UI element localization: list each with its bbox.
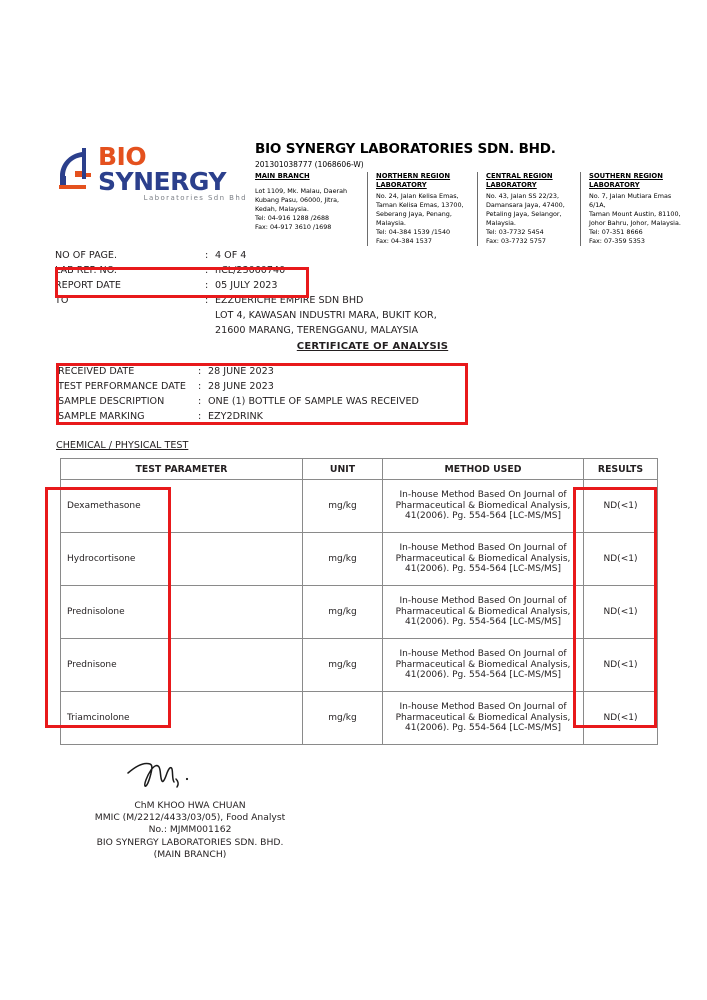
document-header <box>55 141 681 246</box>
certificate-title-text: CERTIFICATE OF ANALYSIS <box>296 341 449 352</box>
colon: : <box>205 295 209 306</box>
cell-unit: mg/kg <box>303 586 383 639</box>
signatory-name: ChM KHOO HWA CHUAN <box>134 800 246 811</box>
meta-row-to <box>55 293 575 308</box>
to-value-line1: EZZUERICHE EMPIRE SDN BHD <box>215 295 364 306</box>
colon: : <box>205 250 209 261</box>
branch-southern <box>580 172 695 247</box>
colon: : <box>198 396 202 407</box>
colon: : <box>205 265 209 276</box>
meta-row-report-date <box>55 278 575 293</box>
company-logo <box>55 142 251 202</box>
logo-word-synergy: SYNERGY <box>98 167 226 196</box>
colon: : <box>198 411 202 422</box>
table-row <box>61 692 658 745</box>
address-line: Fax: 03-7732 5757 <box>486 237 546 246</box>
address-line: Tel: 03-7732 5454 <box>486 228 544 237</box>
lab-ref-value: nCL/23060740 <box>215 265 286 276</box>
address-line: Tel: 04-916 1288 /2688 <box>255 213 330 222</box>
address-line: Taman Mount Austin, 81100, <box>589 210 681 219</box>
cell-parameter: Prednisone <box>61 639 303 692</box>
address-line: Tel: 07-351 8666 <box>589 228 643 237</box>
cell-unit: mg/kg <box>303 480 383 533</box>
cell-unit: mg/kg <box>303 639 383 692</box>
branch-main-title: MAIN BRANCH <box>255 171 310 180</box>
table-row <box>61 639 658 692</box>
received-date-label: RECEIVED DATE <box>58 366 135 377</box>
cell-parameter: Hydrocortisone <box>61 533 303 586</box>
signatory-number: No.: MJMM001162 <box>148 824 232 836</box>
table-row <box>61 480 658 533</box>
column-header-unit: UNIT <box>303 459 383 480</box>
sample-meta <box>58 364 488 424</box>
test-performance-date-label: TEST PERFORMANCE DATE <box>58 381 186 392</box>
cell-parameter: Dexamethasone <box>61 480 303 533</box>
address-line: No. 24, Jalan Kelisa Emas, <box>376 191 459 200</box>
sample-description-value: ONE (1) BOTTLE OF SAMPLE WAS RECEIVED <box>208 396 419 407</box>
branch-northern-title: NORTHERN REGION LABORATORY <box>376 171 451 189</box>
cell-method: In-house Method Based On Journal of Pharmaceutical & Biomedical Analysis, 41(2006). Pg. 554-564 [LC-MS/MS] <box>383 639 584 692</box>
signatory-company: BIO SYNERGY LABORATORIES SDN. BHD. <box>96 836 284 848</box>
sample-marking-value: EZY2DRINK <box>208 411 263 422</box>
company-info <box>251 142 695 246</box>
company-name: BIO SYNERGY LABORATORIES SDN. BHD. <box>255 141 556 157</box>
column-header-method-used: METHOD USED <box>383 459 584 480</box>
branch-address-row <box>255 172 695 247</box>
colon: : <box>198 381 202 392</box>
address-line: Kubang Pasu, 06000, Jitra, <box>255 195 340 204</box>
logo-row <box>55 142 251 196</box>
logo-word-bio: BIO <box>98 142 147 171</box>
cell-parameter: Prednisolone <box>61 586 303 639</box>
to-label: TO <box>55 295 69 306</box>
address-line: Taman Kelisa Emas, 13700, <box>376 200 464 209</box>
table-header-row <box>61 459 658 480</box>
lab-ref-label: LAB REF. NO. <box>55 265 117 276</box>
branch-southern-title: SOUTHERN REGION LABORATORY <box>589 171 663 189</box>
address-line: No. 43, Jalan SS 22/23, <box>486 191 560 200</box>
certificate-title <box>0 341 707 352</box>
microscope-logo-icon <box>55 146 97 192</box>
meta-row-sample-description <box>58 394 488 409</box>
table-row <box>61 533 658 586</box>
meta-row-no-of-page <box>55 248 575 263</box>
branch-northern-address <box>376 192 470 247</box>
cell-unit: mg/kg <box>303 533 383 586</box>
cell-result: ND(<1) <box>584 533 658 586</box>
no-of-page-value: 4 OF 4 <box>215 250 247 261</box>
cell-method: In-house Method Based On Journal of Pharmaceutical & Biomedical Analysis, 41(2006). Pg. 554-564 [LC-MS/MS] <box>383 533 584 586</box>
column-header-test-parameter: TEST PARAMETER <box>61 459 303 480</box>
colon: : <box>198 366 202 377</box>
address-line: Johor Bahru, Johor, Malaysia. <box>589 219 681 228</box>
cell-result: ND(<1) <box>584 639 658 692</box>
address-line: Tel: 04-384 1539 /1540 <box>376 228 451 237</box>
company-registration: 201301038777 (1068606-W) <box>255 159 364 169</box>
address-line: Fax: 07-359 5353 <box>589 237 645 246</box>
column-header-results: RESULTS <box>584 459 658 480</box>
address-line: Kedah, Malaysia. <box>255 204 309 213</box>
address-line: Malaysia. <box>486 219 516 228</box>
test-performance-date-value: 28 JUNE 2023 <box>208 381 274 392</box>
no-of-page-label: NO OF PAGE. <box>55 250 118 261</box>
address-line: Seberang Jaya, Penang, <box>376 210 452 219</box>
branch-central <box>477 172 580 247</box>
address-line: Lot 1109, Mk. Malau, Daerah <box>255 186 348 195</box>
address-line: Damansara Jaya, 47400, <box>486 200 565 209</box>
table-row <box>61 586 658 639</box>
sample-marking-label: SAMPLE MARKING <box>58 411 145 422</box>
signatory-details <box>0 800 380 861</box>
report-meta <box>55 248 575 338</box>
cell-method: In-house Method Based On Journal of Pharmaceutical & Biomedical Analysis, 41(2006). Pg. 554-564 [LC-MS/MS] <box>383 480 584 533</box>
signature-mark <box>126 757 204 791</box>
logo-tagline: Laboratories Sdn Bhd <box>143 194 247 202</box>
logo-wordmark <box>98 144 251 194</box>
branch-central-address <box>486 192 573 247</box>
cell-method: In-house Method Based On Journal of Pharmaceutical & Biomedical Analysis, 41(2006). Pg. 554-564 [LC-MS/MS] <box>383 586 584 639</box>
branch-southern-address <box>589 192 688 247</box>
to-value-line3: 21600 MARANG, TERENGGANU, MALAYSIA <box>215 325 419 336</box>
report-date-label: REPORT DATE <box>55 280 121 291</box>
to-value-line2: LOT 4, KAWASAN INDUSTRI MARA, BUKIT KOR, <box>215 310 437 321</box>
address-line: Fax: 04-917 3610 /1698 <box>255 223 332 232</box>
address-line: No. 7, Jalan Mutiara Emas 6/1A, <box>589 191 672 209</box>
cell-result: ND(<1) <box>584 586 658 639</box>
meta-row-lab-ref <box>55 263 575 278</box>
branch-northern <box>367 172 477 247</box>
cell-method: In-house Method Based On Journal of Pharmaceutical & Biomedical Analysis, 41(2006). Pg. 554-564 [LC-MS/MS] <box>383 692 584 745</box>
received-date-value: 28 JUNE 2023 <box>208 366 274 377</box>
cell-result: ND(<1) <box>584 480 658 533</box>
cell-parameter: Triamcinolone <box>61 692 303 745</box>
meta-row-sample-marking <box>58 409 488 424</box>
address-line: Petaling Jaya, Selangor, <box>486 210 562 219</box>
signatory-credentials: MMIC (M/2212/4433/03/05), Food Analyst <box>94 812 286 824</box>
address-line: Malaysia. <box>376 219 406 228</box>
signatory-branch: (MAIN BRANCH) <box>153 848 227 860</box>
cell-unit: mg/kg <box>303 692 383 745</box>
section-label-chemical-physical-test: CHEMICAL / PHYSICAL TEST <box>56 440 189 451</box>
branch-central-title: CENTRAL REGION LABORATORY <box>486 171 553 189</box>
report-date-value: 05 JULY 2023 <box>215 280 278 291</box>
branch-main <box>255 172 367 247</box>
branch-main-address <box>255 187 360 232</box>
sample-description-label: SAMPLE DESCRIPTION <box>58 396 165 407</box>
cell-result: ND(<1) <box>584 692 658 745</box>
meta-row-received-date <box>58 364 488 379</box>
test-results-table <box>60 458 658 745</box>
colon: : <box>205 280 209 291</box>
address-line: Fax: 04-384 1537 <box>376 237 432 246</box>
meta-row-test-performance-date <box>58 379 488 394</box>
